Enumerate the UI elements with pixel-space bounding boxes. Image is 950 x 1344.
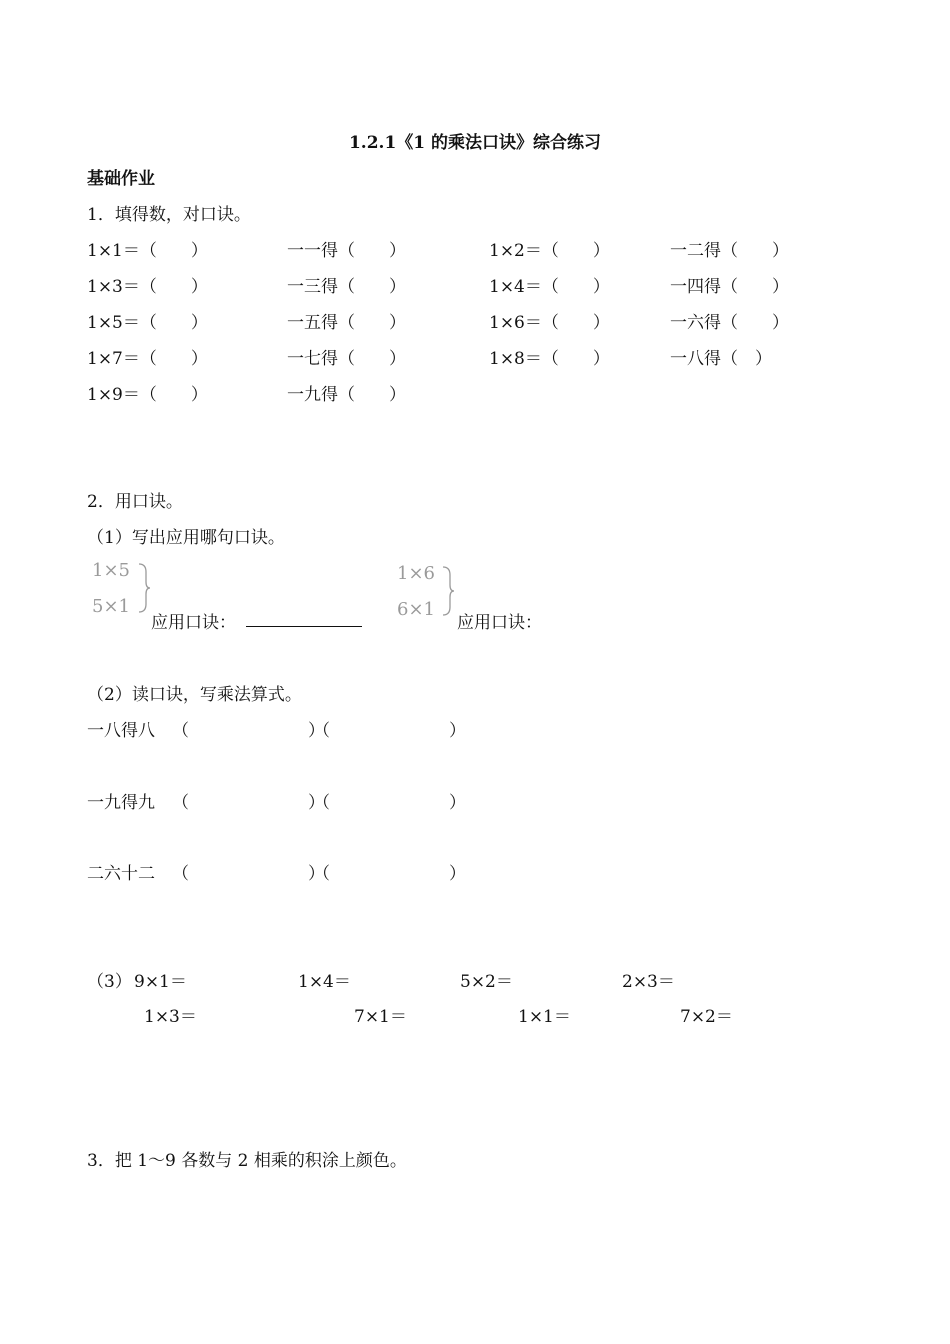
q1-cell: 1×4＝（ ） — [489, 277, 610, 297]
calc-item: 9×1＝ — [134, 972, 187, 992]
groupA-line2: 5×1 — [92, 596, 130, 617]
answer-blank-line[interactable] — [246, 626, 362, 627]
verse-text: 一九得九 — [87, 793, 155, 813]
page-title: 1.2.1《1 的乘法口诀》综合练习 — [348, 133, 602, 153]
groupB-line2: 6×1 — [397, 599, 435, 620]
q1-cell: 1×3＝（ ） — [87, 277, 208, 297]
q1-cell: 一三得（ ） — [287, 277, 406, 297]
q1-cell: 1×6＝（ ） — [489, 313, 610, 333]
q1-cell: 1×2＝（ ） — [489, 241, 610, 261]
calc-item: 7×2＝ — [680, 1007, 733, 1027]
q1-cell: 1×9＝（ ） — [87, 385, 208, 405]
q1-cell: 一七得（ ） — [287, 349, 406, 369]
calc-item: 1×3＝ — [144, 1007, 197, 1027]
q1-cell: 一一得（ ） — [287, 241, 406, 261]
answer-bracket[interactable]: （ ） — [313, 864, 466, 884]
q2-part1-heading: （1）写出应用哪句口诀。 — [87, 528, 285, 548]
q1-cell: 一九得（ ） — [287, 385, 406, 405]
q1-cell: 一五得（ ） — [287, 313, 406, 333]
q2-part3-label: （3） — [87, 972, 132, 992]
calc-item: 2×3＝ — [622, 972, 675, 992]
verse-text: 二六十二 — [87, 864, 155, 884]
q1-cell: 1×5＝（ ） — [87, 313, 208, 333]
groupB-line1: 1×6 — [397, 563, 435, 584]
calc-item: 5×2＝ — [460, 972, 513, 992]
section-heading: 基础作业 — [87, 169, 155, 189]
q1-cell: 一六得（ ） — [670, 313, 789, 333]
verse-text: 一八得八 — [87, 721, 155, 741]
q1-cell: 1×7＝（ ） — [87, 349, 208, 369]
answer-bracket[interactable]: （ ） — [172, 864, 325, 884]
q2-part2-heading: （2）读口诀，写乘法算式。 — [87, 685, 302, 705]
calc-item: 1×4＝ — [298, 972, 351, 992]
calc-item: 7×1＝ — [354, 1007, 407, 1027]
q1-cell: 1×8＝（ ） — [489, 349, 610, 369]
brace-icon — [440, 565, 456, 617]
answer-bracket[interactable]: （ ） — [313, 793, 466, 813]
answer-bracket[interactable]: （ ） — [172, 721, 325, 741]
q1-cell: 一四得（ ） — [670, 277, 789, 297]
q1-cell: 一八得（ ） — [670, 349, 772, 369]
brace-icon — [136, 562, 152, 614]
answer-bracket[interactable]: （ ） — [313, 721, 466, 741]
groupA-line1: 1×5 — [92, 560, 130, 581]
q1-cell: 1×1＝（ ） — [87, 241, 208, 261]
q2-heading: 2．用口诀。 — [87, 492, 183, 512]
groupB-label: 应用口诀： — [457, 613, 542, 633]
q3-heading: 3．把 1～9 各数与 2 相乘的积涂上颜色。 — [87, 1151, 407, 1171]
groupA-label: 应用口诀： — [151, 613, 236, 633]
calc-item: 1×1＝ — [518, 1007, 571, 1027]
answer-bracket[interactable]: （ ） — [172, 793, 325, 813]
q1-cell: 一二得（ ） — [670, 241, 789, 261]
q1-heading: 1．填得数，对口诀。 — [87, 205, 251, 225]
